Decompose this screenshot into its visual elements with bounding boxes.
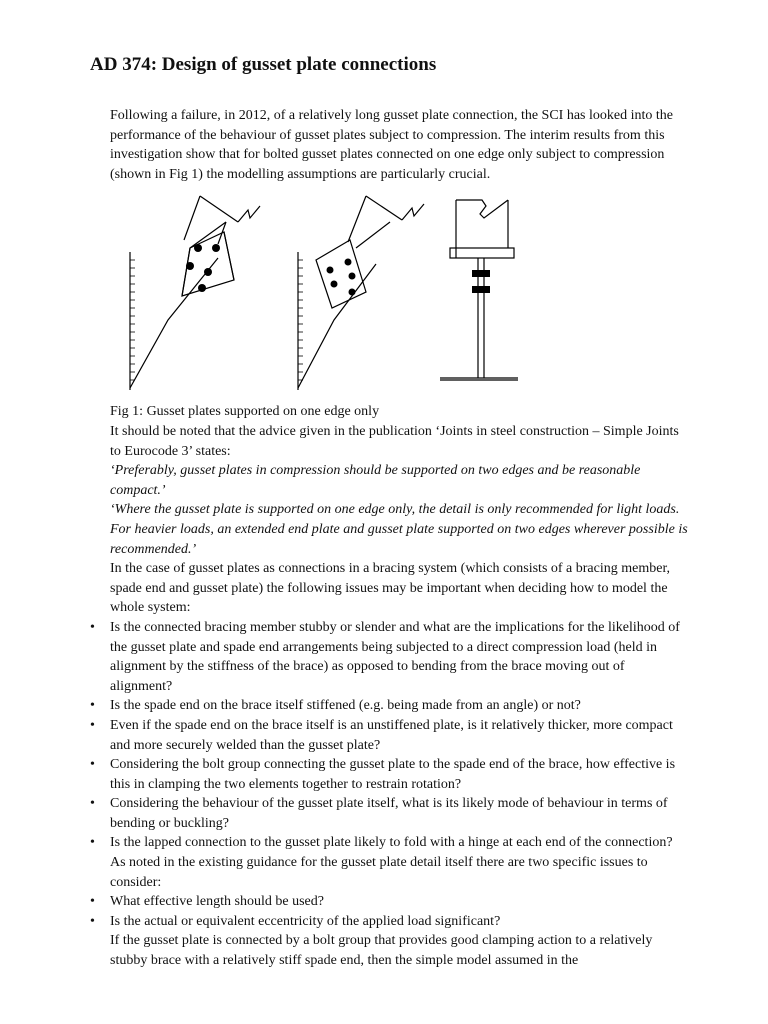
list-item: • What effective length should be used? (110, 892, 690, 912)
list-item: • Considering the bolt group connecting the gusset plate to the spade end of the brace, how effective is this in clamping the two elements together to restrain rotation? (110, 755, 690, 794)
quote-1: ‘Preferably, gusset plates in compression should be supported on two edges and be reasonable compact.’ (110, 463, 641, 498)
guidance-list (110, 892, 690, 931)
body-text (110, 422, 690, 971)
figure-caption: Fig 1: Gusset plates supported on one edge only (110, 404, 380, 419)
intro-paragraph: Following a failure, in 2012, of a relatively long gusset plate connection, the SCI has looked into the performance of the behaviour of gusset plates subject to compression. The interim results from this investigation show that for bolted gusset plates connected on one edge only subject to compression (shown in Fig 1) the modelling assumptions are particularly crucial. (110, 108, 673, 182)
list-item: • Is the spade end on the brace itself stiffened (e.g. being made from an angle) or not? (110, 696, 690, 716)
advice-intro: It should be noted that the advice given in the publication ‘Joints in steel construction – Simple Joints to Eurocode 3’ states: (110, 424, 679, 459)
list-item: • Even if the spade end on the brace itself is an unstiffened plate, is it relatively thicker, more compact and more securely welded than the gusset plate? (110, 716, 690, 755)
list-item: • Is the lapped connection to the gusset plate likely to fold with a hinge at each end of the connection? (110, 833, 690, 853)
page-title: AD 374: Design of gusset plate connections (90, 54, 437, 75)
quote-2: ‘Where the gusset plate is supported on one edge only, the detail is only recommended for light loads. For heavier loads, an extended end plate and gusset plate supported on two edges wherever possible is recommended.’ (110, 502, 688, 557)
gusset-plate-figure (120, 192, 520, 392)
list-item: • Considering the behaviour of the gusset plate itself, what is its likely mode of behaviour in terms of bending or buckling? (110, 794, 690, 833)
closing-paragraph: If the gusset plate is connected by a bolt group that provides good clamping action to a relatively stubby brace with a relatively stiff spade end, then the simple model assumed in the (110, 933, 653, 969)
issues-list (110, 618, 690, 853)
list-item: • Is the connected bracing member stubby or slender and what are the implications for the likelihood of the gusset plate and spade end arrangements being subjected to a direct compression load (held in alignment by the stiffness of the brace) as opposed to bending from the brace moving out of alignment? (110, 618, 690, 696)
bracing-intro: In the case of gusset plates as connections in a bracing system (which consists of a bracing member, spade end and gusset plate) the following issues may be important when deciding how to model the whole system: (110, 561, 671, 616)
list-item: • Is the actual or equivalent eccentricity of the applied load significant? (110, 912, 690, 932)
guidance-intro: As noted in the existing guidance for the gusset plate detail itself there are two specific issues to consider: (110, 855, 648, 890)
